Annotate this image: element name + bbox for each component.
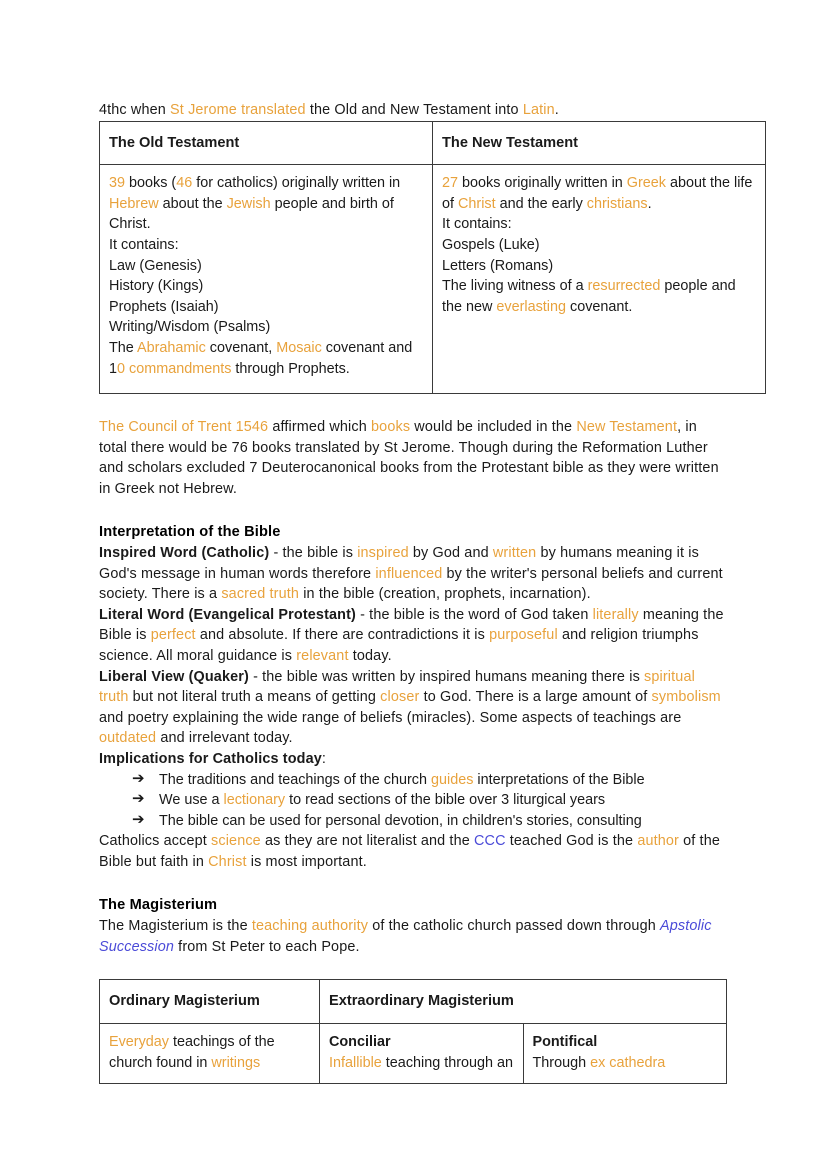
liberal-t5: and irrelevant today.: [156, 730, 293, 747]
closing-t1: Catholics accept: [99, 833, 212, 850]
ot-highlight-jewish: Jewish: [226, 195, 271, 212]
ot-highlight-abrahamic: Abrahamic: [137, 339, 206, 356]
table-row: [100, 1023, 727, 1083]
liberal-t3: to God. There is a large amount of: [419, 689, 652, 706]
paragraph-magisterium: [99, 916, 728, 957]
liberal-t1: - the bible was written by inspired humans meaning there is: [248, 668, 645, 685]
literal-highlight-purposeful: purposeful: [489, 627, 558, 644]
liberal-highlight-spiritual-truth: spiritual truth: [99, 668, 695, 706]
spacer: [99, 957, 728, 979]
label-literal-word: Literal Word (Evangelical Protestant): [99, 606, 356, 623]
header-old-testament: The Old Testament: [100, 121, 433, 165]
ordinary-t1: teachings of the church found in: [109, 1033, 275, 1071]
table-row: [100, 165, 766, 394]
literal-highlight-perfect: perfect: [150, 627, 196, 644]
cell-new-testament: [433, 165, 766, 394]
cell-ordinary: [100, 1023, 320, 1083]
literal-t2: meaning the Bible is: [99, 606, 724, 644]
nt-text-witness: The living witness of a: [442, 278, 588, 295]
arrow-right-icon: ➔: [132, 790, 145, 808]
nt-count-27: 27: [442, 175, 459, 192]
literal-highlight-literally: literally: [592, 606, 639, 623]
liberal-highlight-closer: closer: [380, 689, 420, 706]
mag-blue-apostolic-succession: Apstolic Succession: [99, 918, 712, 955]
header-ordinary-magisterium: Ordinary Magisterium: [100, 980, 320, 1024]
ot-line-5: Prophets (Isaiah): [109, 298, 219, 315]
paragraph-literal-word: [99, 605, 728, 667]
closing-highlight-christ: Christ: [208, 854, 247, 870]
nt-highlight-resurrected: resurrected: [587, 278, 661, 295]
spacer: [99, 873, 728, 895]
bullet-2-t1: We use a: [159, 792, 224, 809]
liberal-t4: and poetry explaining the wide range of beliefs (miracles). Some aspects of teachings are: [99, 709, 682, 726]
ot-text-catholics: for catholics) originally written in: [192, 175, 401, 192]
closing-blue-ccc: CCC: [474, 833, 506, 850]
nt-line-2: It contains:: [442, 216, 512, 233]
liberal-highlight-symbolism: symbolism: [651, 689, 721, 706]
intro-prefix: 4thc when: [99, 102, 171, 118]
conciliar-highlight-infallible: Infallible: [329, 1054, 382, 1071]
ot-text-prophets: through Prophets.: [231, 360, 350, 377]
bullet-3-t1: The bible can be used for personal devotion, in children's stories, consulting: [159, 812, 642, 829]
inspired-t1: - the bible is: [269, 545, 358, 562]
bullet-2-t2: to read sections of the bible over 3 liturgical years: [285, 792, 606, 809]
literal-highlight-relevant: relevant: [296, 648, 349, 665]
magisterium-table-wrapper: [99, 979, 728, 1084]
header-new-testament: The New Testament: [433, 121, 766, 165]
ot-line-3: Law (Genesis): [109, 257, 202, 274]
testament-table-wrapper: [99, 121, 753, 395]
inspired-highlight-influenced: influenced: [375, 565, 443, 582]
closing-highlight-author: author: [637, 833, 679, 850]
ot-line-4: History (Kings): [109, 278, 204, 295]
inspired-t3: by humans meaning it is God's message in human words therefore: [99, 545, 699, 582]
pontifical-t1: Through: [532, 1054, 591, 1071]
pontifical-title: Pontifical: [532, 1033, 598, 1050]
closing-t2: as they are not literalist and the: [260, 833, 475, 850]
ot-text-covenant-1: covenant,: [205, 339, 277, 356]
mag-t1: The Magisterium is the: [99, 918, 252, 935]
nt-text-books: books originally written in: [458, 175, 627, 192]
closing-highlight-science: science: [211, 833, 261, 850]
bullet-1-highlight-guides: guides: [431, 771, 474, 788]
nt-text-life: about the life of: [442, 175, 753, 212]
ot-highlight-commandments: 0 commandments: [117, 360, 232, 377]
ot-line-7: [109, 338, 423, 379]
intro-paragraph: [99, 100, 728, 121]
literal-t3: and absolute. If there are contradictions it is: [195, 627, 490, 644]
ot-count-46: 46: [176, 175, 193, 192]
implications-list: [99, 770, 728, 832]
inspired-t4: by the writer's personal beliefs and current society. There is a: [99, 565, 723, 603]
intro-suffix: .: [554, 102, 559, 118]
ot-text-the: The: [109, 339, 138, 356]
trent-text-included: would be included in the: [410, 419, 577, 436]
paragraph-liberal-view: [99, 667, 728, 749]
ot-count-39: 39: [109, 175, 126, 192]
nt-highlight-christ: Christ: [458, 195, 496, 212]
nt-highlight-everlasting: everlasting: [496, 298, 566, 315]
ot-line-6: Writing/Wisdom (Psalms): [109, 319, 271, 336]
ordinary-highlight-everyday: Everyday: [109, 1033, 169, 1050]
bullet-2-highlight-lectionary: lectionary: [223, 792, 286, 809]
list-item: [132, 790, 728, 811]
ot-line-1: [109, 173, 423, 235]
nt-text-period: .: [647, 195, 652, 212]
table-header-row: [100, 121, 766, 165]
literal-t4: and religion triumphs science. All moral guidance is: [99, 627, 699, 665]
bullet-1-t1: The traditions and teachings of the church: [159, 771, 431, 788]
inspired-highlight-inspired: inspired: [357, 545, 409, 562]
ot-text-covenant-2: covenant and 1: [109, 339, 413, 377]
nt-highlight-christians: christians: [586, 195, 648, 212]
inspired-t2: by God and: [408, 545, 493, 562]
trent-highlight-new-testament: New Testament: [576, 419, 678, 436]
ot-text-about: about the: [158, 195, 227, 212]
liberal-highlight-outdated: outdated: [99, 730, 157, 747]
ot-text-books: books (: [125, 175, 177, 192]
spacer: [99, 500, 728, 522]
nt-highlight-greek: Greek: [626, 175, 666, 192]
ot-text-people: people and birth of Christ.: [109, 195, 394, 233]
paragraph-inspired-word: [99, 543, 728, 605]
arrow-right-icon: ➔: [132, 769, 145, 787]
paragraph-catholics-accept: [99, 831, 728, 872]
intro-highlight-latin: Latin: [522, 102, 555, 118]
table-header-row: [100, 980, 727, 1024]
heading-interpretation: Interpretation of the Bible: [99, 523, 281, 540]
trent-paragraph: [99, 417, 728, 499]
closing-t5: is most important.: [246, 854, 367, 870]
heading-implications: [99, 749, 728, 770]
arrow-right-icon: ➔: [132, 810, 145, 828]
mag-t3: from St Peter to each Pope.: [174, 938, 360, 955]
trent-highlight-books: books: [371, 419, 411, 436]
list-item: [132, 770, 728, 791]
closing-t4: of the Bible but faith in: [99, 833, 720, 870]
label-inspired-word: Inspired Word (Catholic): [99, 545, 270, 562]
cell-old-testament: [100, 165, 433, 394]
header-extraordinary-magisterium: Extraordinary Magisterium: [320, 980, 727, 1024]
liberal-t2: but not literal truth a means of getting: [128, 689, 381, 706]
closing-t3: teached God is the: [505, 833, 638, 850]
nt-line-5: [442, 276, 756, 317]
label-liberal-view: Liberal View (Quaker): [99, 668, 249, 685]
bullet-1-t2: interpretations of the Bible: [473, 771, 645, 788]
cell-conciliar: [320, 1023, 524, 1083]
mag-t2: of the catholic church passed down through: [368, 918, 661, 935]
ot-line-2: It contains:: [109, 236, 179, 253]
literal-t5: today.: [348, 648, 392, 665]
conciliar-title: Conciliar: [329, 1033, 391, 1050]
implications-colon: :: [321, 751, 327, 768]
list-item: [132, 811, 728, 832]
nt-text-people: people and the new: [442, 278, 736, 315]
pontifical-highlight-ex-cathedra: ex cathedra: [590, 1054, 666, 1071]
conciliar-t1: teaching through an: [381, 1054, 514, 1071]
intro-highlight-st-jerome: St Jerome translated: [170, 102, 306, 118]
magisterium-table: [99, 979, 727, 1084]
implications-label: Implications for Catholics today: [99, 751, 322, 768]
nt-text-covenant: covenant.: [566, 298, 633, 315]
literal-t1: - the bible is the word of God taken: [355, 606, 593, 623]
testament-table: [99, 121, 766, 395]
ordinary-highlight-writings: writings: [211, 1054, 261, 1071]
nt-line-1: [442, 173, 756, 214]
nt-line-4: Letters (Romans): [442, 257, 554, 274]
nt-text-early: and the early: [495, 195, 587, 212]
ot-highlight-mosaic: Mosaic: [276, 339, 322, 356]
heading-magisterium: The Magisterium: [99, 896, 218, 913]
trent-text-rest: , in total there would be 76 books translated by St Jerome. Though during the Reformation Luther and scholars excluded 7 Deuterocanonical books from the Protestant bible as they were written in Greek not Hebrew.: [99, 419, 719, 497]
intro-mid: the Old and New Testament into: [305, 102, 523, 118]
inspired-highlight-sacred-truth: sacred truth: [221, 586, 300, 603]
trent-highlight-council: The Council of Trent 1546: [99, 419, 269, 436]
inspired-highlight-written: written: [492, 545, 537, 562]
cell-pontifical: [523, 1023, 727, 1083]
inspired-t5: in the bible (creation, prophets, incarnation).: [299, 586, 591, 603]
mag-highlight-teaching-authority: teaching authority: [251, 918, 369, 935]
trent-text-affirmed: affirmed which: [268, 419, 372, 436]
ot-highlight-hebrew: Hebrew: [109, 195, 159, 212]
nt-line-3: Gospels (Luke): [442, 236, 540, 253]
